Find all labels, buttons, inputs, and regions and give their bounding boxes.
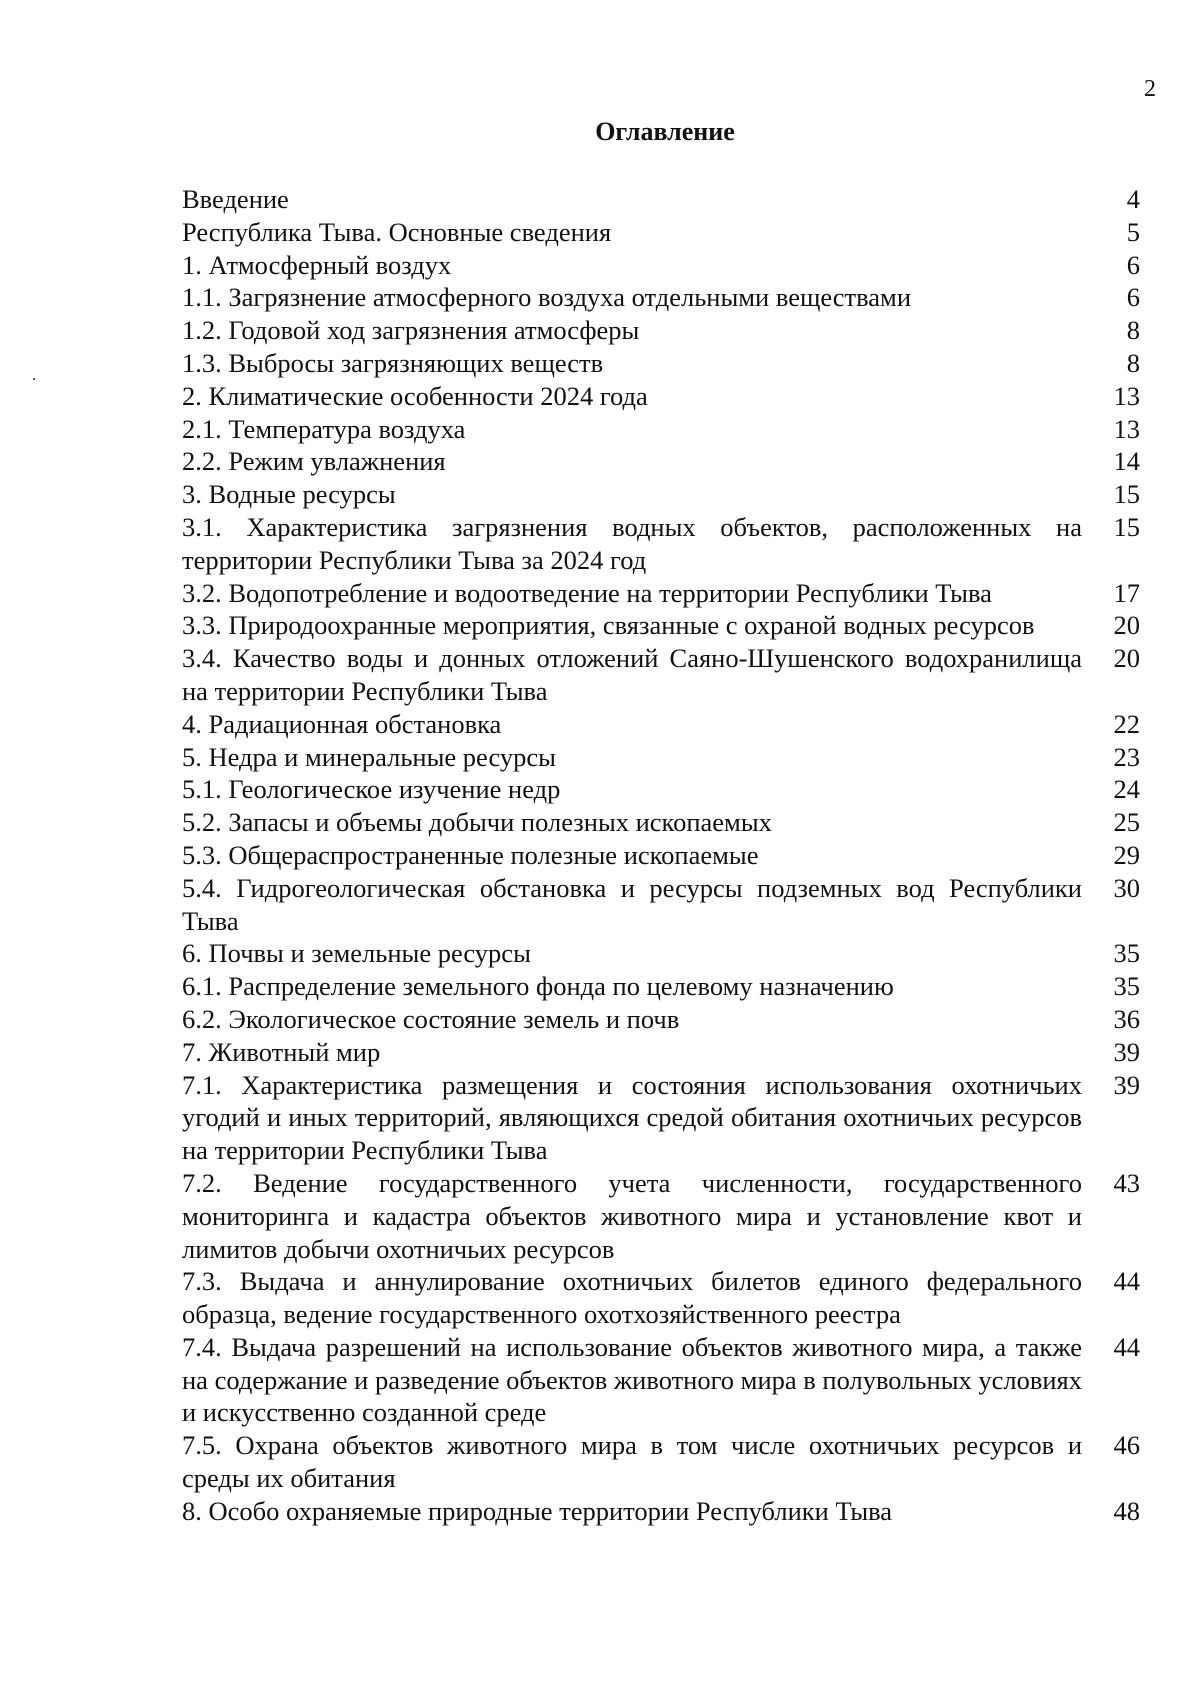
toc-entry-title: 1.2. Годовой ход загрязнения атмосферы: [182, 315, 640, 346]
toc-entry-title: 2.2. Режим увлажнения: [182, 446, 446, 477]
toc-entry-page: 14: [1113, 446, 1140, 477]
toc-entry-title: 1.1. Загрязнение атмосферного воздуха отдельными веществами: [182, 282, 912, 313]
toc-entry: [182, 380, 1140, 413]
toc-entry-title: Республика Тыва. Основные сведения: [182, 216, 612, 247]
toc-list: [182, 183, 1140, 1528]
toc-entry-title: 5. Недра и минеральные ресурсы: [182, 741, 556, 772]
toc-entry-page: 39: [1113, 1036, 1140, 1067]
toc-entry-page: 13: [1113, 380, 1140, 411]
toc-entry: [182, 1331, 1140, 1429]
toc-entry: [182, 478, 1140, 511]
toc-entry-title: 1.3. Выбросы загрязняющих веществ: [182, 347, 604, 378]
toc-entry: [182, 708, 1140, 741]
toc-entry-title: 6.1. Распределение земельного фонда по целевому назначению: [182, 971, 894, 1002]
toc-entry-page: 48: [1113, 1495, 1140, 1526]
toc-entry-title: 5.3. Общераспространенные полезные ископаемые: [182, 839, 759, 870]
toc-entry-page: 20: [1113, 643, 1140, 674]
toc-entry-title: 3.2. Водопотребление и водоотведение на территории Республики Тыва: [182, 577, 992, 608]
toc-entry-title: 2.1. Температура воздуха: [182, 413, 466, 444]
toc-entry-title: 2. Климатические особенности 2024 года: [182, 380, 648, 411]
scan-speck: [33, 378, 35, 380]
toc-entry-title: 3.3. Природоохранные мероприятия, связанные с охраной водных ресурсов: [182, 610, 1035, 641]
toc-entry-title: 8. Особо охраняемые природные территории Республики Тыва: [182, 1495, 893, 1526]
toc-entry-page: 35: [1113, 938, 1140, 969]
toc-entry-page: 25: [1113, 807, 1140, 838]
toc-entry-page: 39: [1113, 1069, 1140, 1100]
toc-entry-page: 24: [1113, 774, 1140, 805]
toc-entry: [182, 314, 1140, 347]
toc-entry-page: 15: [1113, 511, 1140, 542]
toc-entry-title: 7.4. Выдача разрешений на использование объектов животного мира, а также на содержание и разведение объектов животного мира в полувольных условиях и искусственно созданной среде: [182, 1331, 1082, 1428]
toc-entry: [182, 1429, 1140, 1495]
toc-entry-page: 35: [1113, 971, 1140, 1002]
toc-entry-page: 5: [1126, 216, 1140, 247]
toc-entry: [182, 1036, 1140, 1069]
toc-entry-page: 30: [1113, 872, 1140, 903]
toc-entry: [182, 577, 1140, 610]
toc-entry-title: 3.4. Качество воды и донных отложений Саяно-Шушенского водохранилища на территории Республики Тыва: [182, 643, 1082, 706]
toc-entry-page: 44: [1113, 1331, 1140, 1362]
toc-entry-page: 46: [1113, 1430, 1140, 1461]
toc-entry-page: 43: [1113, 1167, 1140, 1198]
toc-entry: [182, 281, 1140, 314]
toc-entry-title: 7.2. Ведение государственного учета численности, государственного мониторинга и кадастра объектов животного мира и установление квот и лимитов добычи охотничьих ресурсов: [182, 1167, 1082, 1264]
toc-entry-page: 20: [1113, 610, 1140, 641]
toc-entry-page: 4: [1126, 184, 1140, 214]
toc-entry: [182, 347, 1140, 380]
page-number: 2: [1144, 76, 1156, 102]
toc-entry: [182, 183, 1140, 216]
toc-entry-page: 17: [1113, 577, 1140, 608]
toc-entry: [182, 1069, 1140, 1167]
toc-entry-title: 7. Животный мир: [182, 1036, 381, 1067]
toc-entry: [182, 806, 1140, 839]
toc-entry: [182, 1495, 1140, 1528]
toc-entry: [182, 413, 1140, 446]
toc-entry-page: 36: [1113, 1003, 1140, 1034]
toc-entry-page: 23: [1113, 741, 1140, 772]
toc-entry: [182, 1167, 1140, 1265]
toc-entry-title: 3. Водные ресурсы: [182, 479, 396, 510]
toc-entry: [182, 1003, 1140, 1036]
toc-entry-title: 5.2. Запасы и объемы добычи полезных ископаемых: [182, 807, 772, 838]
toc-entry-page: 13: [1113, 413, 1140, 444]
toc-entry: [182, 839, 1140, 872]
toc-entry-title: 4. Радиационная обстановка: [182, 708, 502, 739]
toc-entry-title: 7.5. Охрана объектов животного мира в том числе охотничьих ресурсов и среды их обитания: [182, 1430, 1082, 1494]
toc-title: Оглавление: [595, 117, 735, 146]
toc-entry-title: 6. Почвы и земельные ресурсы: [182, 938, 531, 969]
toc-entry-title: 7.3. Выдача и аннулирование охотничьих билетов единого федерального образца, ведение государственного охотхозяйственного реестра: [182, 1266, 1082, 1330]
toc-entry-page: 8: [1126, 347, 1140, 378]
toc-entry: [182, 249, 1140, 282]
toc-entry-title: 1. Атмосферный воздух: [182, 249, 452, 280]
toc-entry-title: 5.4. Гидрогеологическая обстановка и ресурсы подземных вод Республики Тыва: [182, 872, 1082, 936]
toc-entry: [182, 609, 1140, 642]
toc-entry-title: 7.1. Характеристика размещения и состояния использования охотничьих угодий и иных территорий, являющихся средой обитания охотничьих ресурсов на территории Республики Тыва: [182, 1069, 1082, 1166]
toc-entry-page: 8: [1126, 315, 1140, 346]
toc-entry: [182, 511, 1140, 577]
toc-entry: [182, 872, 1140, 938]
toc-entry-title: 5.1. Геологическое изучение недр: [182, 774, 561, 805]
toc-entry-page: 6: [1126, 282, 1140, 313]
toc-entry: [182, 216, 1140, 249]
toc-entry: [182, 773, 1140, 806]
toc-entry-page: 15: [1113, 479, 1140, 510]
toc-entry: [182, 970, 1140, 1003]
toc-entry: [182, 1265, 1140, 1331]
toc-entry-page: 29: [1113, 839, 1140, 870]
toc-entry: [182, 642, 1140, 708]
toc-entry-page: 44: [1113, 1266, 1140, 1297]
toc-entry: [182, 741, 1140, 774]
toc-entry-title: Введение: [182, 184, 289, 214]
toc-entry-title: 3.1. Характеристика загрязнения водных объектов, расположенных на территории Республики Тыва за 2024 год: [182, 511, 1082, 575]
toc-entry-page: 6: [1126, 249, 1140, 280]
toc-entry-page: 22: [1113, 708, 1140, 739]
toc-entry-title: 6.2. Экологическое состояние земель и почв: [182, 1003, 680, 1034]
toc-entry: [182, 445, 1140, 478]
toc-entry: [182, 937, 1140, 970]
